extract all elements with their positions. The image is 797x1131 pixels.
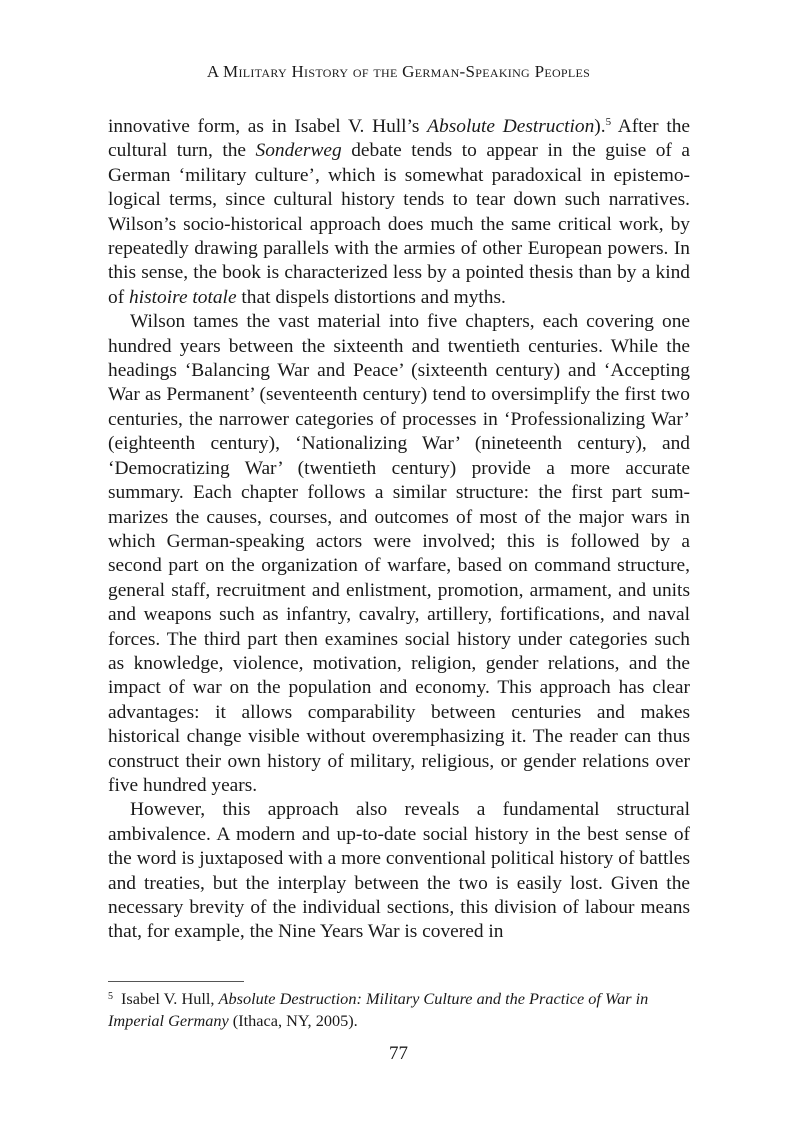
paragraph-1-text: innovative form, as in Isabel V. Hull’s bbox=[108, 116, 428, 137]
paragraph-3: However, this approach also reveals a fundamental structural ambivalence. A modern and up-to-date social history in the best sense of the word is juxtaposed with a more conventional political history of battles and treaties, but the interplay between the two is easily lost. Given the necessary brevity of the individual sections, this division of labour means that, for example, the Nine Years War is covered in bbox=[108, 799, 690, 943]
paragraph-2: Wilson tames the vast material into five chapters, each covering one hundred years between the sixteenth and twentieth centuries. While the headings ‘Balancing War and Peace’ (sixteenth century) and ‘Accepting War as Permanent’ (seventeenth century) tend to oversimplify the first two centuries, the narrower categories of processes in ‘Professionalizing War’ (eighteenth century), ‘Nationalizing War’ (nineteenth century), and ‘Democratizing War’ (twentieth century) provide a more accurate summary. Each chapter follows a similar structure: the first part summarizes the causes, courses, and outcomes of most of the major wars in which German-speaking actors were involved; this is followed by a second part on the organization of warfare, based on command structure, general staff, recruitment and enlistment, promotion, armament, and units and weapons such as infantry, cavalry, artillery, fortifications, and naval forces. The third part then examines social history under categories such as knowledge, violence, motivation, religion, gender relations, and the impact of war on the population and economy. This approach has clear advantages: it allows comparability between centuries and makes historical change visible without overemphasizing it. The reader can thus construct their own history of military, religious, or gender relations over five hundred years. bbox=[108, 311, 690, 796]
footnote-title: Absolute Destruction: Military Culture and the Practice of War in Imperial Germany bbox=[108, 989, 649, 1030]
paragraph-1-text: ). bbox=[594, 116, 606, 137]
histoire-totale-italic: histoire totale bbox=[129, 286, 237, 308]
footnote bbox=[108, 988, 690, 1032]
paragraph-1-text: debate tends to appear in the guise of a German ‘military culture’, which is somewhat paradoxical in epistemological terms, since cultural history tends to tear down such narratives. Wilson’s socio-historical approach does much the same critical work, by repeatedly drawing parallels with the armies of other European powers. In this sense, the book is characterized less by a pointed thesis than by a kind of bbox=[108, 140, 690, 308]
footnote-number: 5 bbox=[108, 991, 113, 1002]
footnote-author: Isabel V. Hull, bbox=[121, 989, 219, 1008]
paragraph-1-text: that dispels distortions and myths. bbox=[236, 286, 506, 308]
footnote-reference[interactable]: 5 bbox=[605, 116, 612, 128]
sonderweg-italic: Sonderweg bbox=[255, 140, 342, 162]
footnote-publication: (Ithaca, NY, 2005). bbox=[228, 1011, 358, 1030]
body-text bbox=[108, 115, 690, 945]
page-number: 77 bbox=[389, 1043, 408, 1064]
paragraph-1-text: After the cultural turn, the bbox=[108, 116, 691, 162]
book-title-italic: Absolute Destruction bbox=[427, 116, 595, 137]
running-head: A Military History of the German-Speaking Peoples bbox=[206, 62, 591, 81]
paragraph-1 bbox=[108, 115, 690, 310]
footnote-separator bbox=[108, 981, 244, 982]
